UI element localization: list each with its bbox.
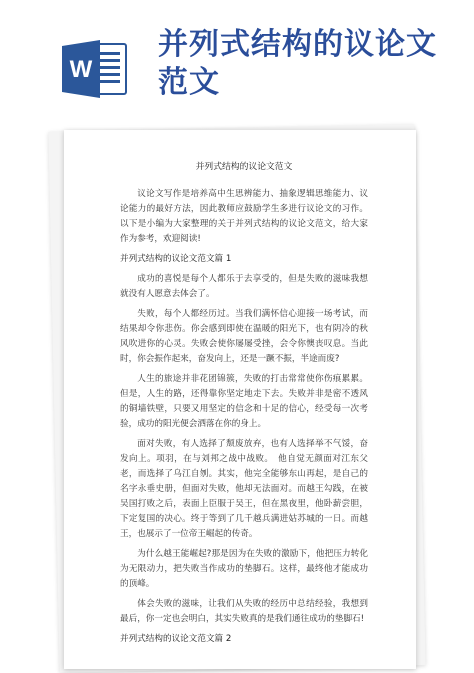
paragraph: 为什么越王能崛起?那是因为在失败的激励下，他把压力转化为无限动力，把失败当作成功的垫脚石。这样，最终他才能成功的顶峰。 xyxy=(120,549,368,589)
paragraph: 面对失败，有人选择了颓废放弃，也有人选择举不气馁，奋发向上。项羽，在与刘邦之战中战败。 他自觉无颜面对江东父老，而选择了乌江自刎。其实，他完全能够东山再起，是自己的名字永垂史册，但面对失败，他却无法面对。而越王勾践，在被吴国打败之后，表面上臣服于吴王，但在黑夜里，他卧薪尝胆，下定复国的决心。终于等到了几千越兵满进姑苏城的一日。而越王，也展示了一位帝王崛起的传奇。 xyxy=(120,439,368,539)
document-body xyxy=(120,160,368,652)
paragraph: 成功的喜悦是每个人都乐于去享受的，但是失败的滋味我想就没有人愿意去体会了。 xyxy=(120,274,368,299)
section-heading-2: 并列式结构的议论文范文篇 2 xyxy=(120,634,232,644)
section-heading-1: 并列式结构的议论文范文篇 1 xyxy=(120,254,232,264)
paragraph: 人生的旅途并非花团锦簇，失败的打击常常使你伤痕累累。但是，人生的路，还得靠你坚定地走下去。失败并非是密不透风的铜墙铁壁，只要又用坚定的信念和十足的信心，经受每一次考验，成功的阳光便会洒落在你的身上。 xyxy=(120,374,368,429)
paragraph: 体会失败的滋味，让我们从失败的经历中总结经验，我想到最后，你一定也会明白，其实失败真的是我们通往成功的垫脚石! xyxy=(120,599,368,624)
intro-paragraph: 议论文写作是培养高中生思辨能力、抽象逻辑思维能力、议论能力的最好方法，因此教师应鼓励学生多进行议论文的习作。以下是小编为大家整理的关于并列式结构的议论文范文，给大家作为参考，欢迎阅读! xyxy=(120,189,368,244)
document-title: 并列式结构的议论文范文 xyxy=(195,162,293,172)
document-page xyxy=(64,130,416,669)
page-title: 并列式结构的议论文范文 xyxy=(158,27,437,100)
svg-text:W: W xyxy=(69,56,93,83)
word-icon xyxy=(60,38,128,100)
header-banner xyxy=(0,0,474,130)
paragraph: 失败，每个人都经历过。当我们满怀信心迎接一场考试，而结果却令你悲伤。你会感到即使在温暖的阳光下，也有阴冷的秋风吹进你的心灵。失败会使你屡屡受挫，会令你懊丧叹息。当此时，你会振作起来，奋发向上，还是一蹶不振，半途而废? xyxy=(120,309,368,364)
